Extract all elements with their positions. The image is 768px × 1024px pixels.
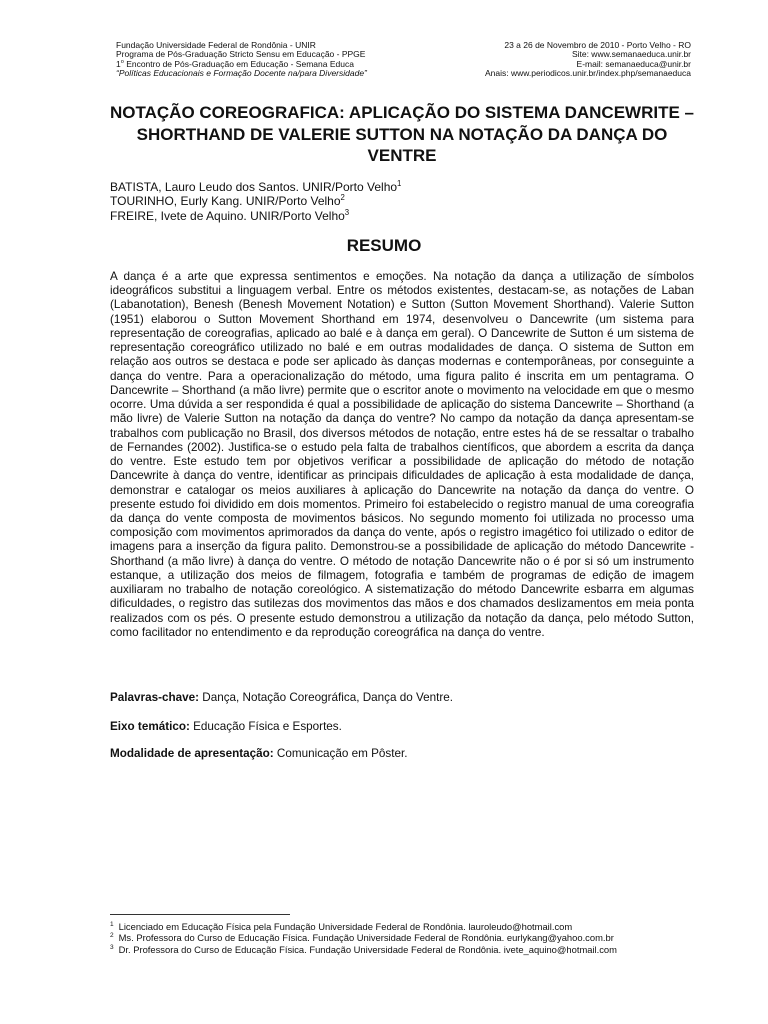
author-list (110, 180, 401, 223)
author: TOURINHO, Eurly Kang. UNIR/Porto Velho$^2$ (110, 193, 345, 209)
footnote: $^1$ Licenciado em Educação Física pela Fundação Universidade Federal de Rondônia. lauroleudo@hotmail.com (110, 920, 573, 932)
section-heading: RESUMO (346, 236, 422, 255)
header-line: Site: www.semanaeduca.unir.br (571, 49, 691, 60)
header-line: 23 a 26 de Novembro de 2010 - Porto Velho - RO (504, 40, 691, 50)
abstract-text: A dança é a arte que expressa sentimentos e emoções. Na notação da dança a utilização de símbolos ideográficos substitui a linguagem verbal. Entre os métodos existentes, destacam-se, as notações de Laban (Labanotation), Benesh (Benesh Movement Notation) e Sutton (Sutton Movement Shorthand). Valerie Sutton (1951) elaborou o Sutton Movement Shorthand em 1974, desenvolveu o Dancewrite (um sistema para representação de coreografias, aplicado ao balé e à dança em geral). O Dancewrite de Sutton é um sistema de representação coreográfico utilizado no balé e em outras modalidades de dança. O sistema de Sutton em relação aos outros se destaca e pode ser aplicado às danças modernas e contemporâneas, por conseguinte a dança do ventre. Para a operacionalização do método, uma figura palito é inscrita em um pentagrama. O Dancewrite – Shorthand (a mão livre) permite que o escritor anote o movimento na velocidade em que o mesmo ocorre. Uma dúvida a ser respondida é qual a possibilidade de aplicação do sistema Dancewrite – Shorthand (a mão livre) de Valerie Sutton na notação da dança do ventre? No campo da notação da dança apresentam-se trabalhos com publicação no Brasil, dos diversos métodos de notação, entre estes há de se ressaltar o trabalho de Fernandes (2002). Justifica-se o estudo pela falta de trabalhos científicos, que abordem a escrita da dança do ventre. Este estudo tem por objetivos verificar a possibilidade de aplicação do método de notação Dancewrite à dança do ventre, identificar as principais dificuldades de aplicação à esta modalidade de dança, demonstrar e catalogar os meios auxiliares à aplicação do Dancewrite na notação da dança do ventre. O presente estudo foi dividido em dois momentos. Primeiro foi estabelecido o registro manual de uma coreografia da dança do vente composta de movimentos básicos. No segundo momento foi utilizada no processo uma composição com movimentos aprimorados da dança do vente, após o registro imagético foi utilizado o editor de imagens para a inserção da figura palito. Demonstrou-se a possibilidade de aplicação do método Dancewrite - Shorthand (a mão livre) à dança do ventre. O método de notação Dancewrite não o é por si só um instrumento estanque, a utilização dos meios de filmagem, fotografia e também de programas de edição de imagem auxiliaram no trabalho de notação coreológico. A sistematização do método Dancewrite esbarra em algumas dificuldades, o registro das sutilezas dos movimentos das mãos e dos chamados deslizamentos em meia ponta realizados com os pés. O presente estudo demonstrou a utilização da notação da dança, pelo método Sutton, como facilitador no entendimento e da reprodução coreográfica na dança do ventre. (110, 270, 694, 639)
header-line: “Políticas Educacionais e Formação Docente na/para Diversidade” (116, 68, 367, 79)
presentation-mode: Modalidade de apresentação: Comunicação em Pôster. (110, 747, 408, 760)
header-line: E-mail: semanaeduca@unir.br (576, 58, 691, 69)
header-line: Programa de Pós-Graduação Stricto Sensu em Educação - PPGE (116, 49, 366, 60)
header-line: 1$^o$ Encontro de Pós-Graduação em Educação - Semana Educa (116, 58, 354, 69)
footnote-divider (110, 914, 290, 915)
header-line: Anais: www.periodicos.unir.br/index.php/semanaeduca (484, 68, 691, 79)
footnote: $^3$ Dr. Professora do Curso de Educação Física. Fundação Universidade Federal de Rondônia. ivete_aquino@hotmail.com (110, 943, 617, 955)
keywords: Palavras-chave: Dança, Notação Coreográfica, Dança do Ventre. (110, 691, 454, 704)
author: FREIRE, Ivete de Aquino. UNIR/Porto Velho$^3$ (110, 207, 350, 223)
footnotes (110, 921, 710, 955)
author: BATISTA, Lauro Leudo dos Santos. UNIR/Porto Velho$^1$ (110, 179, 402, 194)
header-line: Fundação Universidade Federal de Rondônia - UNIR (116, 40, 316, 50)
footnote: $^2$ Ms. Professora do Curso de Educação Física. Fundação Universidade Federal de Rondônia. eurlykang@yahoo.com.br (110, 932, 614, 944)
thematic-axis: Eixo temático: Educação Física e Esportes. (110, 720, 342, 733)
paper-title: NOTAÇÃO COREOGRAFICA: APLICAÇÃO DO SISTEMA DANCEWRITE – SHORTHAND DE VALERIE SUTTON NA NOTAÇÃO DA DANÇA DO VENTRE (110, 103, 694, 165)
running-header-right (431, 41, 691, 79)
running-header-left (116, 41, 416, 79)
